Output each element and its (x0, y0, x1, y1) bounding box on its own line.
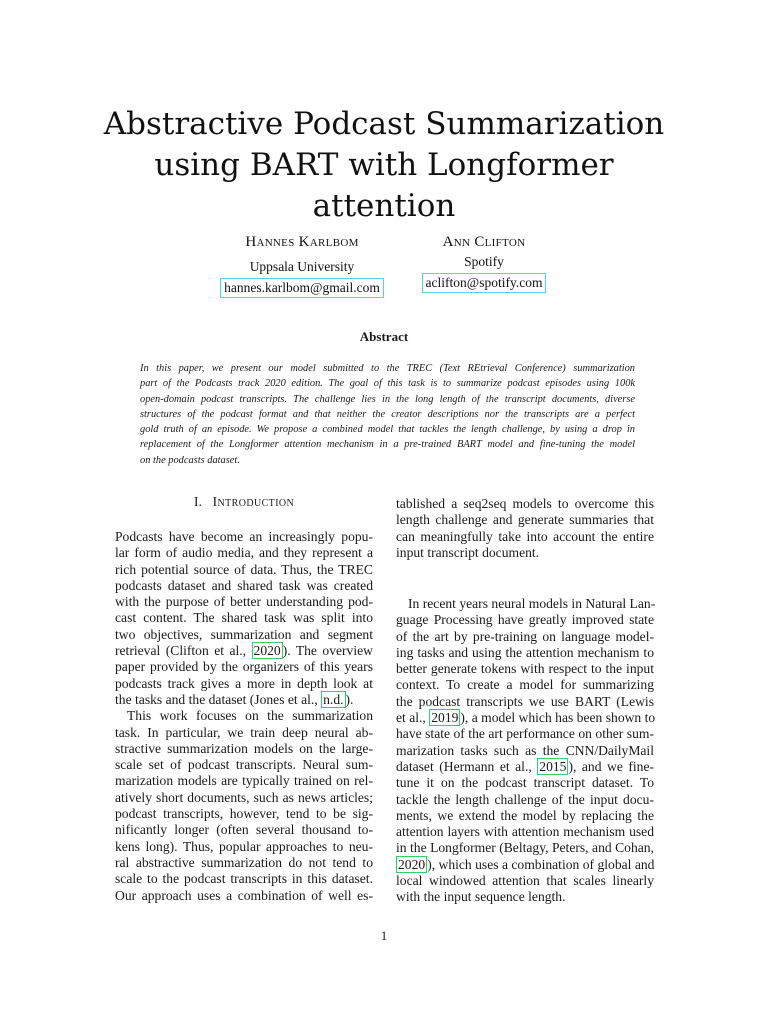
text-line: in the Longformer (Beltagy, Peters, and Cohan, (396, 840, 654, 856)
author-block (404, 234, 564, 293)
text-line: attention layers with attention mechanism used (396, 824, 654, 840)
text-line: two objectives, summarization and segment (115, 626, 373, 642)
text-line: atively short documents, such as news articles; (115, 789, 373, 805)
title-line: Abstractive Podcast Summarization (103, 106, 665, 142)
text-line: the podcast transcripts we use BART (Lewis (396, 693, 654, 709)
right-column-bottom (396, 596, 654, 906)
text-line: podcasts track gives a more in depth look at (115, 675, 373, 691)
text-line: task. In particular, we train deep neural ab- (115, 724, 373, 740)
text-line: marization models are typically trained on rel- (115, 773, 373, 789)
abstract-text (140, 361, 635, 468)
paper-title (60, 104, 708, 227)
text-line: nificantly longer (often several thousand to- (115, 822, 373, 838)
text-line: ral abstractive summarization do not tend to (115, 854, 373, 870)
abstract-line: replacement of the Longformer attention mechanism in a pre-trained BART model and fine-tuning the model (140, 439, 635, 451)
text-line: kens long). Thus, popular approaches to neu- (115, 838, 373, 854)
title-line: attention (312, 188, 456, 224)
abstract-line: In this paper, we present our model submitted to the TREC (Text REtrieval Conference) summarization (140, 363, 635, 374)
author-affiliation: Spotify (464, 254, 504, 269)
text-line: ments, we extend the model by replacing the (396, 807, 654, 823)
text-line: retrieval (Clifton et al., 2020 ). The overview (115, 643, 373, 659)
text-line: This work focuses on the summarization (127, 708, 373, 724)
text-line: better generate tokens with respect to the input (396, 661, 654, 677)
text-line: have state of the art performance on other sum- (396, 726, 654, 742)
abstract-line: open-domain podcast transcripts. The challenge lies in the long length of the transcript documents, diverse (140, 393, 635, 405)
text-line: scale set of podcast transcripts. Neural sum- (115, 757, 373, 773)
left-column (115, 529, 373, 904)
citation-link[interactable]: 2020 (253, 643, 281, 659)
text-line: Our approach uses a combination of well es- (115, 887, 373, 903)
text-line: Podcasts have become an increasingly popu- (115, 529, 373, 544)
text-line: with the purpose of better understanding pod- (115, 594, 373, 610)
text-line: marization tasks such as the CNN/DailyMail (396, 742, 654, 758)
author-block (212, 234, 392, 298)
citation-link[interactable]: 2015 (539, 758, 567, 774)
text-line: with the input sequence length. (396, 889, 566, 905)
text-line: can meaningfully take into account the entire (396, 528, 654, 544)
abstract-line: gold truth of an episode. We propose a combined model that tackles the length challenge, by using a drop in (140, 424, 635, 436)
citation-link[interactable]: n.d. (323, 691, 344, 707)
section-number: I. (193, 495, 202, 510)
title-line: using BART with Longformer (154, 147, 614, 183)
author-affiliation: Uppsala University (249, 259, 355, 274)
text-line: input transcript document. (396, 544, 540, 560)
text-line: et al., 2019 ), a model which has been shown to (396, 710, 656, 726)
text-line: stractive summarization models on the large- (115, 740, 373, 756)
text-line: ing tasks and using the attention mechanism to (396, 644, 654, 660)
text-line: podcast transcripts, however, tend to be sig- (115, 806, 373, 822)
section-title: Introduction (212, 495, 295, 510)
abstract-line: part of the Podcasts track 2020 edition. The goal of this task is to summarize podcast episodes using 100k (140, 378, 635, 390)
text-line: tackle the length challenge of the input docu- (396, 791, 654, 807)
text-line: guage Processing have greatly improved state (396, 612, 654, 628)
page-number: 1 (380, 928, 388, 943)
author-name: Hannes Karlbom (245, 234, 359, 250)
author-email-link[interactable]: aclifton@spotify.com (422, 273, 547, 293)
text-line: length challenge and generate summaries that (396, 512, 654, 528)
text-line: the tasks and the dataset (Jones et al., n.d. ). (115, 691, 354, 707)
text-line: local windowed attention that scales linearly (396, 873, 654, 889)
text-line: rich potential source of data. Thus, the TREC (115, 561, 373, 577)
citation-link[interactable]: 2019 (431, 710, 459, 726)
right-column-top (396, 496, 654, 561)
text-line: tablished a seq2seq models to overcome this (396, 496, 654, 511)
text-line: lar form of audio media, and they represent a (115, 545, 373, 561)
text-line: dataset (Hermann et al., 2015 ), and we fine- (396, 758, 655, 774)
text-line: scale to the podcast transcripts in this dataset. (115, 871, 373, 887)
text-line: 2020 ), which uses a combination of global and (398, 856, 655, 872)
abstract-heading: Abstract (359, 329, 409, 344)
section-heading (115, 495, 373, 511)
text-line: podcasts dataset and shared task was created (115, 577, 373, 593)
citation-link[interactable]: 2020 (398, 856, 426, 872)
text-line: In recent years neural models in Natural Lan- (408, 596, 656, 611)
author-name: Ann Clifton (442, 234, 526, 250)
text-line: tune it on the podcast transcript dataset. To (396, 775, 654, 791)
author-email-link[interactable]: hannes.karlbom@gmail.com (220, 278, 384, 298)
text-line: paper provided by the organizers of this years (115, 659, 373, 675)
text-line: context. To create a model for summarizing (396, 677, 654, 693)
abstract-line: structures of the podcast format and that neither the creator descriptions nor the transcripts are a perfect (140, 408, 635, 420)
text-line: cast content. The shared task was split into (115, 610, 373, 626)
abstract-line: on the podcasts dataset. (140, 454, 240, 466)
text-line: of the art by pre-training on language model- (396, 628, 654, 644)
